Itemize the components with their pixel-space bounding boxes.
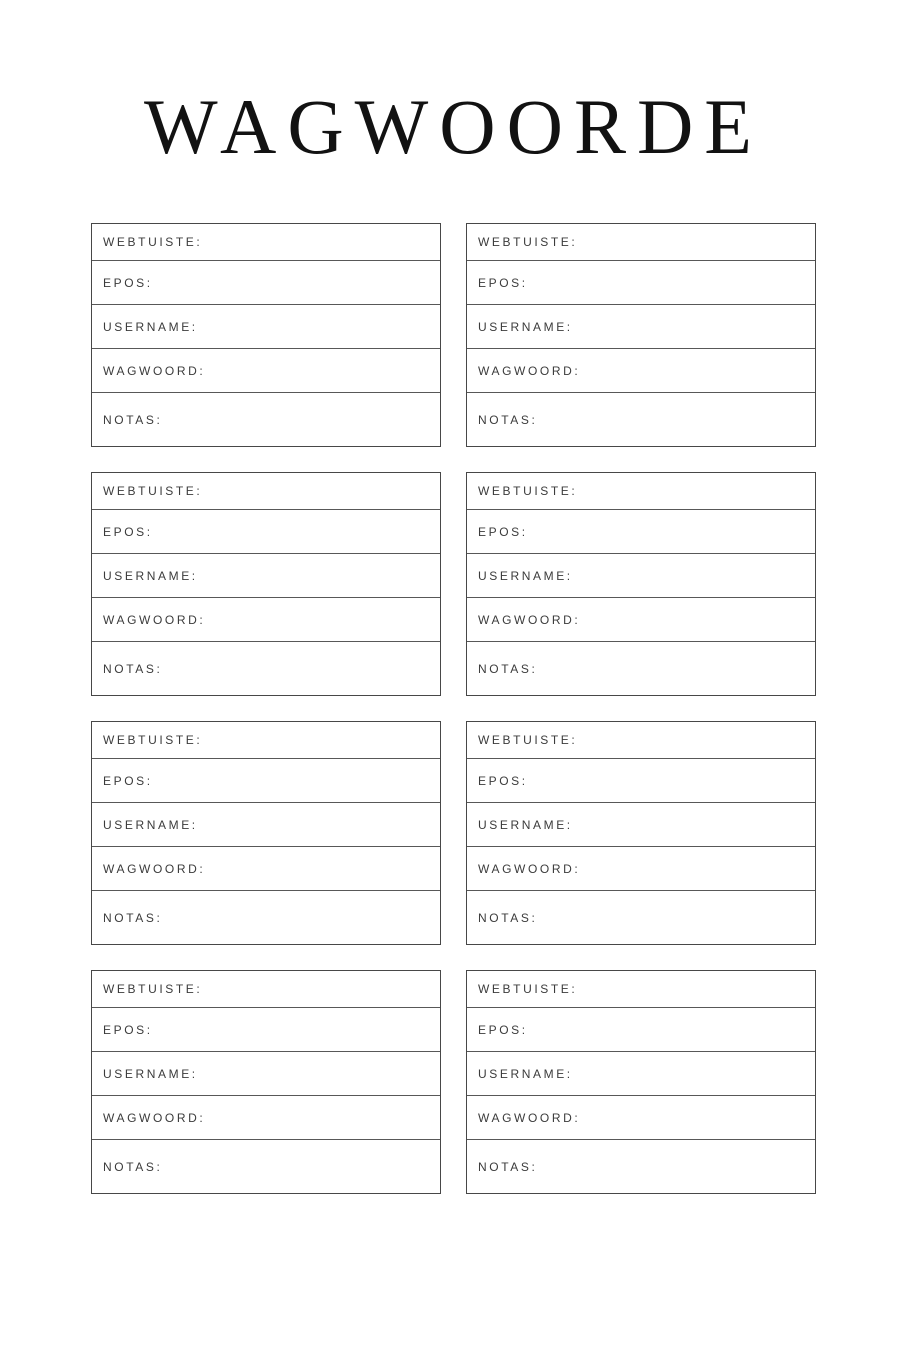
field-row-webtuiste xyxy=(467,224,815,260)
field-row-username xyxy=(92,1051,440,1095)
field-row-webtuiste xyxy=(92,224,440,260)
field-row-wagwoord xyxy=(92,1095,440,1139)
field-label-username: USERNAME: xyxy=(478,817,573,832)
password-card-6 xyxy=(466,721,816,945)
password-card-2 xyxy=(466,223,816,447)
field-label-wagwoord: WAGWOORD: xyxy=(478,861,581,876)
password-card-7 xyxy=(91,970,441,1194)
field-label-epos: EPOS: xyxy=(103,773,153,788)
field-label-webtuiste: WEBTUISTE: xyxy=(478,982,578,996)
field-row-webtuiste xyxy=(467,473,815,509)
field-row-username xyxy=(467,1051,815,1095)
field-label-wagwoord: WAGWOORD: xyxy=(103,363,206,378)
field-label-wagwoord: WAGWOORD: xyxy=(103,861,206,876)
field-label-epos: EPOS: xyxy=(478,275,528,290)
field-label-username: USERNAME: xyxy=(478,319,573,334)
field-label-notas: NOTAS: xyxy=(103,1159,163,1174)
field-row-username xyxy=(92,304,440,348)
field-label-epos: EPOS: xyxy=(478,524,528,539)
field-row-webtuiste xyxy=(467,971,815,1007)
field-row-wagwoord xyxy=(467,597,815,641)
field-label-username: USERNAME: xyxy=(478,568,573,583)
field-label-notas: NOTAS: xyxy=(103,910,163,925)
field-label-epos: EPOS: xyxy=(478,773,528,788)
field-label-username: USERNAME: xyxy=(103,817,198,832)
field-label-webtuiste: WEBTUISTE: xyxy=(478,733,578,747)
field-label-notas: NOTAS: xyxy=(478,910,538,925)
page-title: WAGWOORDE xyxy=(144,83,763,170)
field-row-wagwoord xyxy=(467,1095,815,1139)
field-row-epos xyxy=(467,1007,815,1051)
field-row-notas xyxy=(92,1139,440,1193)
field-row-epos xyxy=(92,260,440,304)
field-label-username: USERNAME: xyxy=(478,1066,573,1081)
password-card-5 xyxy=(91,721,441,945)
field-label-username: USERNAME: xyxy=(103,1066,198,1081)
field-row-notas xyxy=(92,641,440,695)
field-row-webtuiste xyxy=(92,722,440,758)
field-row-notas xyxy=(467,890,815,944)
field-label-notas: NOTAS: xyxy=(103,661,163,676)
field-label-webtuiste: WEBTUISTE: xyxy=(103,235,203,249)
field-row-epos xyxy=(92,509,440,553)
password-card-8 xyxy=(466,970,816,1194)
field-row-wagwoord xyxy=(92,348,440,392)
field-row-username xyxy=(92,802,440,846)
field-label-webtuiste: WEBTUISTE: xyxy=(103,484,203,498)
field-row-webtuiste xyxy=(467,722,815,758)
field-row-epos xyxy=(467,758,815,802)
field-label-epos: EPOS: xyxy=(478,1022,528,1037)
field-row-username xyxy=(92,553,440,597)
field-row-username xyxy=(467,802,815,846)
field-label-epos: EPOS: xyxy=(103,1022,153,1037)
field-row-notas xyxy=(467,392,815,446)
password-cards-grid xyxy=(91,223,816,1194)
field-label-wagwoord: WAGWOORD: xyxy=(478,1110,581,1125)
field-label-wagwoord: WAGWOORD: xyxy=(478,363,581,378)
field-row-epos xyxy=(467,509,815,553)
field-row-webtuiste xyxy=(92,971,440,1007)
field-label-notas: NOTAS: xyxy=(478,661,538,676)
field-label-username: USERNAME: xyxy=(103,568,198,583)
field-label-epos: EPOS: xyxy=(103,275,153,290)
field-row-epos xyxy=(467,260,815,304)
password-card-4 xyxy=(466,472,816,696)
field-label-webtuiste: WEBTUISTE: xyxy=(478,235,578,249)
field-row-wagwoord xyxy=(467,348,815,392)
field-label-wagwoord: WAGWOORD: xyxy=(478,612,581,627)
field-row-username xyxy=(467,304,815,348)
field-row-notas xyxy=(467,641,815,695)
printable-sheet xyxy=(0,83,905,1368)
field-label-notas: NOTAS: xyxy=(103,412,163,427)
field-row-wagwoord xyxy=(92,846,440,890)
field-label-username: USERNAME: xyxy=(103,319,198,334)
field-row-username xyxy=(467,553,815,597)
field-label-webtuiste: WEBTUISTE: xyxy=(103,982,203,996)
password-card-3 xyxy=(91,472,441,696)
field-row-webtuiste xyxy=(92,473,440,509)
field-label-wagwoord: WAGWOORD: xyxy=(103,612,206,627)
field-label-webtuiste: WEBTUISTE: xyxy=(478,484,578,498)
password-card-1 xyxy=(91,223,441,447)
field-row-wagwoord xyxy=(92,597,440,641)
field-label-notas: NOTAS: xyxy=(478,1159,538,1174)
field-label-wagwoord: WAGWOORD: xyxy=(103,1110,206,1125)
field-label-epos: EPOS: xyxy=(103,524,153,539)
field-row-notas xyxy=(92,890,440,944)
field-label-webtuiste: WEBTUISTE: xyxy=(103,733,203,747)
field-row-epos xyxy=(92,758,440,802)
field-row-notas xyxy=(92,392,440,446)
field-label-notas: NOTAS: xyxy=(478,412,538,427)
field-row-wagwoord xyxy=(467,846,815,890)
field-row-notas xyxy=(467,1139,815,1193)
field-row-epos xyxy=(92,1007,440,1051)
